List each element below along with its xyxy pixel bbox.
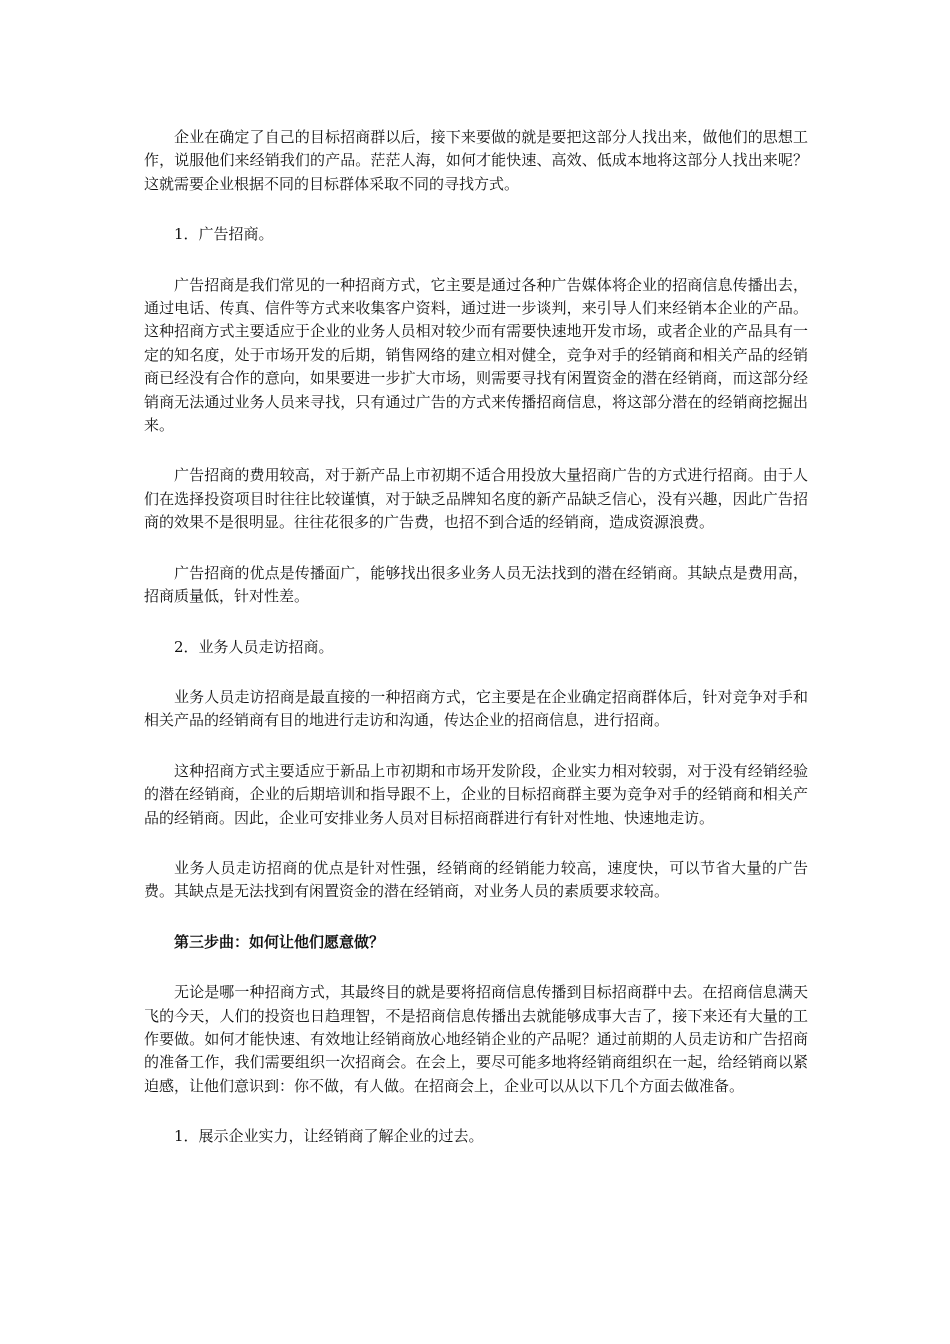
paragraph-intro: 企业在确定了自己的目标招商群以后，接下来要做的就是要把这部分人找出来，做他们的思想工作，说服他们来经销我们的产品。茫茫人海，如何才能快速、高效、低成本地将这部分人找出来呢？这就需要企业根据不同的目标群体采取不同的寻找方式。 xyxy=(144,128,808,193)
paragraph-ad-recruitment-pros-cons: 广告招商的优点是传播面广，能够找出很多业务人员无法找到的潜在经销商。其缺点是费用高，招商质量低，针对性差。 xyxy=(144,563,808,606)
paragraph-ad-recruitment-cost: 广告招商的费用较高，对于新产品上市初期不适合用投放大量招商广告的方式进行招商。由于人们在选择投资项目时往往比较谨慎，对于缺乏品牌知名度的新产品缺乏信心，没有兴趣，因此广告招商的效果不是很明显。往往花很多的广告费，也招不到合适的经销商，造成资源浪费。 xyxy=(144,466,808,532)
section-heading-step-three: 第三步曲：如何让他们愿意做？ xyxy=(174,932,385,951)
document-page xyxy=(144,126,808,1176)
paragraph-ad-recruitment-description: 广告招商是我们常见的一种招商方式，它主要是通过各种广告媒体将企业的招商信息传播出去，通过电话、传真、信件等方式来收集客户资料，通过进一步谈判，来引导人们来经销本企业的产品。这种招商方式主要适应于企业的业务人员相对较少而有需要快速地开发市场，或者企业的产品具有一定的知名度，处于市场开发的后期，销售网络的建立相对健全，竞争对手的经销商和相关产品的经销商已经没有合作的意向，如果要进一步扩大市场，则需要寻找有闲置资金的潜在经销商，而这部分经销商无法通过业务人员来寻找，只有通过广告的方式来传播招商信息，将这部分潜在的经销商挖掘出来。 xyxy=(144,275,808,435)
paragraph-sales-visit-applicability: 这种招商方式主要适应于新品上市初期和市场开发阶段，企业实力相对较弱，对于没有经销经验的潜在经销商，企业的后期培训和指导跟不上，企业的目标招商群主要为竞争对手的经销商和相关产品的经销商。因此，企业可安排业务人员对目标招商群进行有针对性地、快速地走访。 xyxy=(144,761,808,827)
paragraph-sales-visit-pros-cons: 业务人员走访招商的优点是针对性强，经销商的经销能力较高，速度快，可以节省大量的广告费。其缺点是无法找到有闲置资金的潜在经销商，对业务人员的素质要求较高。 xyxy=(144,858,808,901)
list-item-show-strength: 1．展示企业实力，让经销商了解企业的过去。 xyxy=(174,1127,484,1146)
section-heading-ad-recruitment: 1．广告招商。 xyxy=(174,225,274,244)
section-heading-sales-visit: 2．业务人员走访招商。 xyxy=(174,637,334,656)
paragraph-sales-visit-description: 业务人员走访招商是最直接的一种招商方式，它主要是在企业确定招商群体后，针对竞争对手和相关产品的经销商有目的地进行走访和沟通，传达企业的招商信息，进行招商。 xyxy=(144,687,808,730)
paragraph-step-three-description: 无论是哪一种招商方式，其最终目的就是要将招商信息传播到目标招商群中去。在招商信息满天飞的今天，人们的投资也日趋理智，不是招商信息传播出去就能够成事大吉了，接下来还有大量的工作要做。如何才能快速、有效地让经销商放心地经销企业的产品呢？通过前期的人员走访和广告招商的准备工作，我们需要组织一次招商会。在会上，要尽可能多地将经销商组织在一起，给经销商以紧迫感，让他们意识到：你不做，有人做。在招商会上，企业可以从以下几个方面去做准备。 xyxy=(144,983,808,1095)
